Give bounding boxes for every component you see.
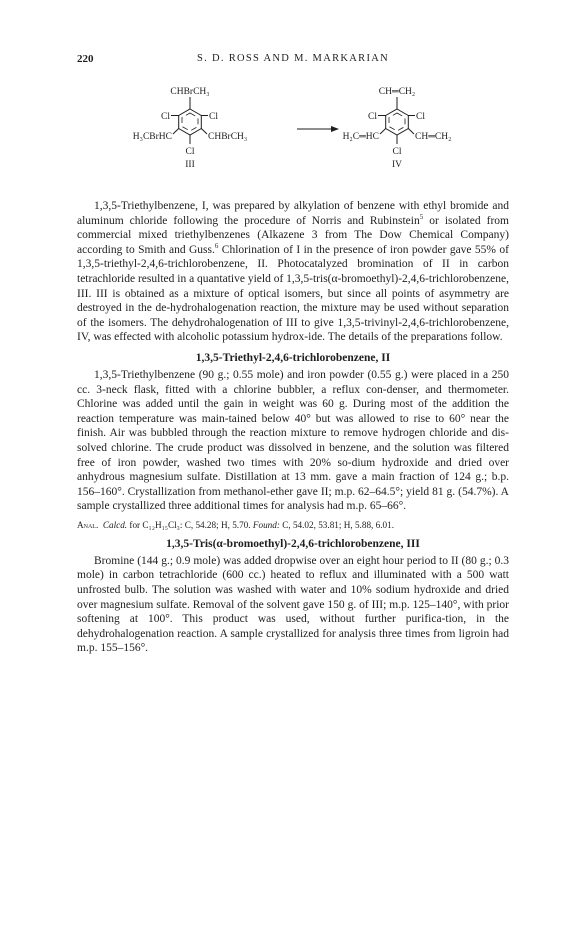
iv-bottom-cl: Cl bbox=[392, 147, 402, 157]
found-label: Found: bbox=[252, 519, 280, 530]
page-header bbox=[77, 53, 509, 69]
footnote-ref-6: 6 bbox=[214, 241, 219, 250]
intro-text-1: 1,3,5-Triethylbenzene, I, was prepared by alkylation of benzene with ethyl bromide and aluminum chloride following the procedure of Norris and Rubinstein bbox=[77, 200, 509, 227]
iv-cl-right: Cl bbox=[416, 112, 425, 122]
compound-iii-structure bbox=[133, 87, 247, 170]
iii-cl-left: Cl bbox=[161, 112, 170, 122]
compound-iv-structure bbox=[343, 87, 452, 170]
reaction-scheme-drawing bbox=[77, 85, 509, 195]
compound-label-iv: IV bbox=[391, 160, 403, 170]
iv-cl-left: Cl bbox=[368, 112, 377, 122]
article-body bbox=[77, 199, 509, 656]
reaction-scheme bbox=[77, 85, 509, 195]
iii-bottom-cl: Cl bbox=[185, 147, 195, 157]
calcd-values: for C₁₂H₁₅Cl₃: C, 54.28; H, 5.70. bbox=[127, 519, 253, 530]
iv-left-substituent: H₂C═HC bbox=[342, 132, 379, 142]
reaction-arrow bbox=[297, 126, 339, 132]
section-iii-paragraph: Bromine (144 g.; 0.9 mole) was added dropwise over an eight hour period to II (80 g.; 0.3 mole) in carbon tetrachloride (600 cc.) heated to reflux and illuminated with a 500 watt unfrosted bulb. The solution was washed with water and 10% sodium hydroxide and dried over magnesium sulfate. Removal of the solvent gave 150 g. of III; m.p. 125–140°, with prior softening at 100°. This product was used, without further purifica-tion, in the dehydrohalogenation reaction. A sample crystallized for analysis three times from ligroin had m.p. 155–156°. bbox=[77, 554, 509, 655]
analysis-ii bbox=[77, 519, 509, 531]
iii-top-group: CHBrCH₃ bbox=[170, 87, 210, 97]
iii-left-substituent: H₃CBrHC bbox=[132, 132, 172, 142]
iv-top-group: CH═CH₂ bbox=[378, 87, 416, 97]
footnote-ref-5: 5 bbox=[419, 212, 424, 221]
iii-right-substituent: CHBrCH₃ bbox=[208, 132, 248, 142]
section-heading-ii: 1,3,5-Triethyl-2,4,6-trichlorobenzene, II bbox=[195, 351, 391, 364]
compound-label-iii: III bbox=[185, 160, 195, 170]
found-values: C, 54.02, 53.81; H, 5.88, 6.01. bbox=[279, 519, 395, 530]
section-ii-paragraph: 1,3,5-Triethylbenzene (90 g.; 0.55 mole) and iron powder (0.55 g.) were placed in a 250 cc. 3-neck flask, fitted with a chlorine bubbler, a reflux con-denser, and thermometer. Chlorine was added until the gain in weight was 60 g. During most of the addition the reaction temperature was main-tained below 40° but was allowed to rise to 60° near the finish. Air was bubbled through the reaction mixture to remove hydrogen chloride and dis-solved chlorine. The crude product was dissolved in benzene, and the solution was filtered free of iron powder, washed two times with 20% so-dium hydroxide and dried over anhydrous magnesium sulfate. Distillation at 13 mm. gave a main fraction of 124 g.; b.p. 156–160°. Crystallization from methanol-ether gave II; m.p. 62–64.5°; yield 81 g. (54.7%). A sample crystallized three additional times for analysis had m.p. 65–66°. bbox=[77, 368, 509, 513]
calcd-label: Calcd. bbox=[102, 519, 128, 530]
running-head: S. D. ROSS AND M. MARKARIAN bbox=[196, 53, 390, 64]
iii-cl-right: Cl bbox=[209, 112, 218, 122]
iv-right-substituent: CH═CH₂ bbox=[415, 132, 452, 142]
intro-text-2: or isolated from commercial mixed triethylbenzenes (Alkazene 3 from The Dow Chemical Company) according to Smith and Guss. bbox=[77, 214, 509, 256]
section-heading-iii: 1,3,5-Tris(α-bromoethyl)-2,4,6-trichlorobenzene, III bbox=[166, 537, 420, 550]
intro-text-3: Chlorination of I in the presence of iron powder gave 55% of 1,3,5-triethyl-2,4,6-trichlorobenzene, II. Photocatalyzed bromination of II in carbon tetrachloride resulted in a quantative yield of 1,3,5-tris(α-bromoethyl)-2,4,6-trichlorobenzene, III. III is obtained as a mixture of optical isomers, but since all points of asymmetry are destroyed in the de-hydrohalogenation reaction, the mixture may be used without separation of the isomers. The dehydrohalogenation of III to give 1,3,5-trivinyl-2,4,6-trichlorobenzene, IV, was effected with alcoholic potassium hydrox-ide. The details of the preparations follow. bbox=[77, 243, 510, 344]
page-number: 220 bbox=[77, 53, 94, 65]
analysis-label: Anal. bbox=[77, 519, 99, 530]
intro-paragraph bbox=[77, 199, 509, 345]
